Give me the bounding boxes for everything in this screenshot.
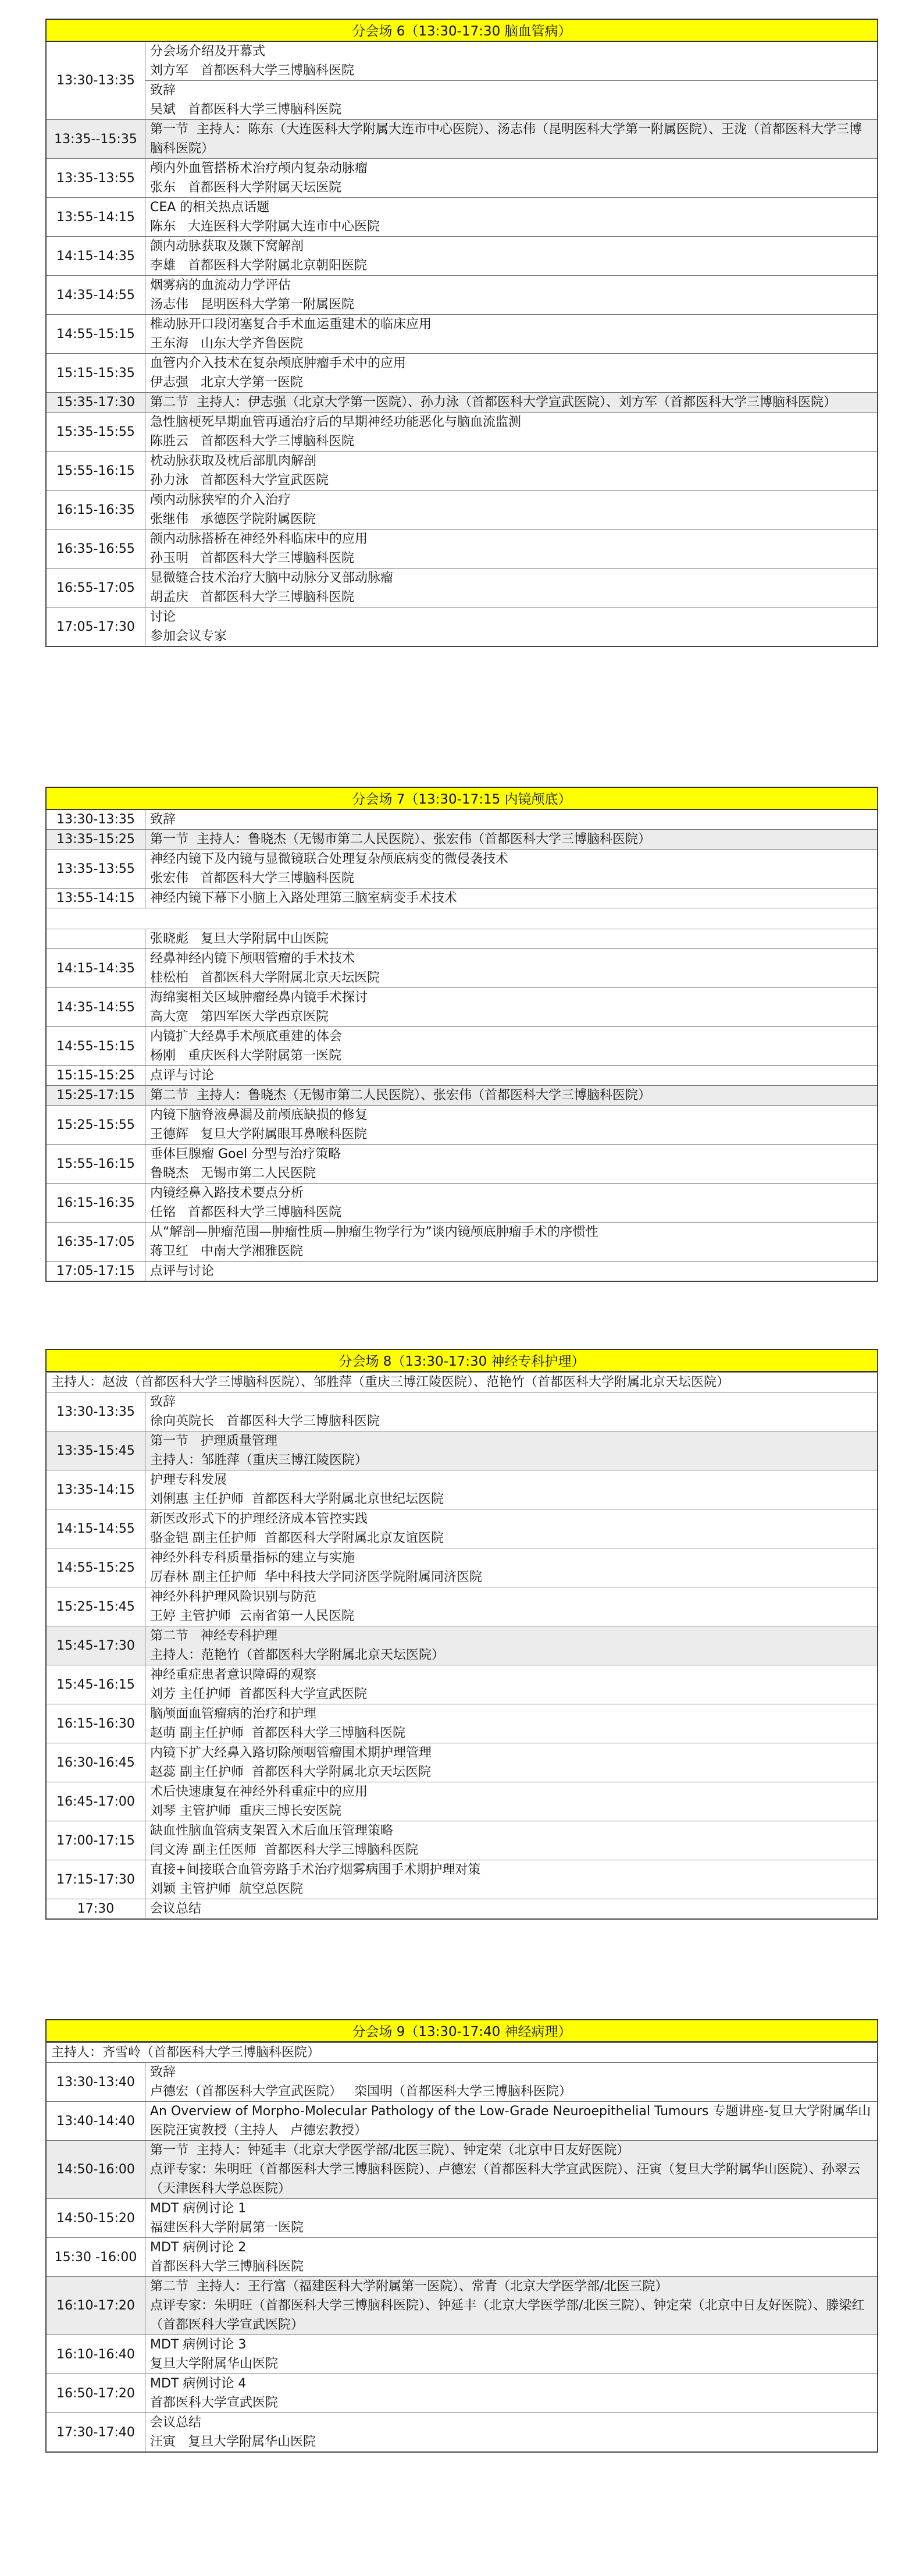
table-row	[47, 1261, 877, 1281]
item-line: An Overview of Morpho-Molecular Pathology of the Low-Grade Neuroepithelial Tumours 专题讲座-复旦大学附属华山医院汪寅教授（主持人 卢德宏教授）	[150, 2104, 871, 2138]
item-line: 颅内动脉狭窄的介入治疗	[150, 493, 291, 507]
time-cell: 16:30-16:45	[47, 1743, 145, 1782]
content-cell	[145, 889, 877, 908]
content-cell	[145, 988, 877, 1026]
table-row	[47, 1026, 877, 1065]
content-cell	[145, 1782, 877, 1821]
table-row	[47, 810, 877, 829]
agenda-table	[45, 42, 878, 647]
table-row	[47, 1743, 877, 1782]
time-cell: 15:25-15:45	[47, 1587, 145, 1626]
table-row	[47, 607, 877, 646]
content-cell	[145, 198, 877, 236]
time-cell: 15:45-16:15	[47, 1665, 145, 1704]
time-cell: 16:45-17:00	[47, 1782, 145, 1821]
content-cell	[145, 2277, 877, 2335]
table-row	[47, 1392, 877, 1431]
item-line: 神经重症患者意识障碍的观察	[150, 1668, 317, 1682]
time-cell: 14:55-15:15	[47, 1027, 145, 1065]
content-cell	[145, 2199, 877, 2237]
item-line: 颌内动脉获取及颞下窝解剖	[150, 239, 304, 254]
item-line: 刘芳 主任护师 首都医科大学宣武医院	[150, 1687, 367, 1701]
time-cell: 14:15-14:35	[47, 949, 145, 987]
time-cell: 13:30-13:35	[47, 810, 145, 829]
item-line: 主持人：范艳竹（首都医科大学附属北京天坛医院）	[150, 1648, 445, 1662]
time-cell: 17:30	[47, 1899, 145, 1918]
content-cell	[145, 159, 877, 197]
item-line: 首都医科大学宣武医院	[150, 2396, 279, 2410]
time-cell: 16:55-17:05	[47, 569, 145, 607]
sub-item	[145, 80, 877, 119]
item-line: 海绵窦相关区域肿瘤经鼻内镜手术探讨	[150, 990, 368, 1005]
item-line: 厉春林 副主任护师 华中科技大学同济医学院附属同济医院	[150, 1570, 482, 1584]
time-cell: 13:55-14:15	[47, 198, 145, 236]
content-cell	[145, 830, 877, 849]
item-line: 致辞	[150, 1395, 176, 1409]
item-line: 垂体巨腺瘤 Goel 分型与治疗策略	[150, 1147, 341, 1161]
item-line: 刘颖 主管护师 航空总医院	[150, 1882, 303, 1896]
time-cell: 13:40-14:40	[47, 2102, 145, 2140]
item-line: 主持人：邹胜萍（重庆三博江陵医院）	[150, 1453, 368, 1468]
content-cell	[145, 2063, 877, 2101]
content-cell	[145, 1743, 877, 1782]
content-cell	[145, 276, 877, 314]
table-row	[47, 1144, 877, 1183]
item-line: 杨刚 重庆医科大学附属第一医院	[150, 1049, 341, 1063]
item-line: 汤志伟 昆明医科大学第一附属医院	[150, 297, 354, 312]
item-line: 第二节 神经专科护理	[150, 1629, 277, 1643]
time-cell: 13:30-13:40	[47, 2063, 145, 2101]
agenda-table	[45, 2062, 878, 2453]
table-row	[47, 1665, 877, 1704]
item-line: 烟雾病的血流动力学评估	[150, 278, 291, 293]
table-row	[47, 829, 877, 849]
content-cell	[145, 1626, 877, 1665]
table-row	[47, 2276, 877, 2335]
item-line: 第二节 主持人：鲁晓杰（无锡市第二人民医院）、张宏伟（首都医科大学三博脑科医院）	[150, 1088, 651, 1103]
table-row	[47, 1548, 877, 1587]
time-cell: 15:30 -16:00	[47, 2238, 145, 2276]
session-8	[45, 1349, 878, 1920]
content-cell	[145, 1106, 877, 1144]
item-line: 经鼻神经内镜下颅咽管瘤的手术技术	[150, 951, 355, 966]
item-line: 分会场介绍及开幕式	[150, 44, 266, 59]
item-line: 吴斌 首都医科大学三博脑科医院	[150, 102, 341, 117]
item-line: 蒋卫红 中南大学湘雅医院	[150, 1244, 303, 1259]
time-cell: 15:25-17:15	[47, 1086, 145, 1105]
session-host: 主持人：赵波（首都医科大学三博脑科医院）、邹胜萍（重庆三博江陵医院）、范艳竹（首都医科大学附属北京天坛医院）	[45, 1372, 878, 1392]
content-cell	[145, 1066, 877, 1085]
time-cell: 14:50-16:00	[47, 2141, 145, 2198]
time-cell: 16:10-16:40	[47, 2335, 145, 2374]
content-cell	[145, 42, 877, 119]
time-cell: 16:15-16:30	[47, 1704, 145, 1743]
time-cell: 13:30-13:35	[47, 42, 145, 119]
item-line: 孙玉明 首都医科大学三博脑科医院	[150, 551, 354, 566]
item-line: CEA 的相关热点话题	[150, 200, 270, 215]
item-line: 直接+间接联合血管旁路手术治疗烟雾病围手术期护理对策	[150, 1863, 481, 1877]
content-cell	[145, 2374, 877, 2412]
item-line: 陈胜云 首都医科大学三博脑科医院	[150, 434, 354, 449]
content-cell	[145, 1184, 877, 1222]
table-row	[47, 1509, 877, 1548]
content-cell	[145, 1392, 877, 1431]
item-line: 内镜扩大经鼻手术颅底重建的体会	[150, 1029, 343, 1044]
table-row	[47, 1085, 877, 1105]
session-6	[45, 19, 878, 647]
agenda-table	[45, 810, 878, 1282]
time-cell: 14:50-15:20	[47, 2199, 145, 2237]
table-row	[47, 1860, 877, 1899]
content-cell	[145, 530, 877, 568]
table-row	[47, 236, 877, 275]
item-line: 张宏伟 首都医科大学三博脑科医院	[150, 871, 354, 886]
item-line: 骆金铠 副主任护师 首都医科大学附属北京友谊医院	[150, 1531, 444, 1545]
table-row	[47, 1065, 877, 1085]
item-line: 张东 首都医科大学附属天坛医院	[150, 180, 341, 195]
table-row	[47, 1626, 877, 1665]
table-row	[47, 353, 877, 392]
table-row	[47, 2335, 877, 2374]
time-cell: 13:35-15:45	[47, 1431, 145, 1470]
content-cell	[145, 1587, 877, 1626]
table-row	[47, 1183, 877, 1222]
item-line: 神经内镜下及内镜与显微镜联合处理复杂颅底病变的微侵袭技术	[150, 852, 509, 866]
session-9	[45, 2019, 878, 2453]
session-host: 主持人：齐雪岭（首都医科大学三博脑科医院）	[45, 2042, 878, 2062]
item-line: 颅内外血管搭桥术治疗颅内复杂动脉瘤	[150, 161, 368, 176]
content-cell	[145, 1860, 877, 1899]
item-line: 刘琴 主管护师 重庆三博长安医院	[150, 1804, 341, 1818]
table-row	[47, 1821, 877, 1860]
item-line: 闫文涛 副主任医师 首都医科大学三博脑科医院	[150, 1843, 418, 1857]
item-line: 孙力泳 首都医科大学宣武医院	[150, 473, 329, 488]
content-cell	[145, 1821, 877, 1860]
item-line: 枕动脉获取及枕后部肌肉解剖	[150, 454, 317, 468]
table-row	[47, 2412, 877, 2451]
item-line: 显微缝合技术治疗大脑中动脉分叉部动脉瘤	[150, 571, 394, 585]
time-cell: 17:05-17:15	[47, 1262, 145, 1281]
time-cell: 17:00-17:15	[47, 1821, 145, 1860]
session-title: 分会场 8（13:30-17:30 神经专科护理）	[45, 1349, 878, 1372]
session-title: 分会场 6（13:30-17:30 脑血管病）	[45, 19, 878, 42]
time-cell: 14:55-15:25	[47, 1548, 145, 1587]
time-cell: 17:30-17:40	[47, 2413, 145, 2451]
content-cell	[145, 2335, 877, 2374]
table-row	[47, 568, 877, 607]
content-cell	[145, 810, 877, 829]
table-row	[47, 2101, 877, 2140]
table-row	[47, 119, 877, 158]
item-line: 缺血性脑血管病支架置入术后血压管理策略	[150, 1824, 394, 1838]
item-line: 王婷 主管护师 云南省第一人民医院	[150, 1609, 354, 1623]
item-line: 陈东 大连医科大学附属大连市中心医院	[150, 219, 380, 234]
item-line: 会议总结	[150, 1902, 202, 1916]
item-line: 点评与讨论	[150, 1068, 215, 1083]
table-row	[47, 490, 877, 529]
table-row	[47, 451, 877, 490]
session-title: 分会场 9（13:30-17:40 神经病理）	[45, 2019, 878, 2042]
item-line: 桂松柏 首都医科大学附属北京天坛医院	[150, 971, 380, 985]
session-title: 分会场 7（13:30-17:15 内镜颅底）	[45, 787, 878, 810]
content-cell	[145, 949, 877, 987]
time-cell: 13:35--15:35	[47, 120, 145, 158]
item-line: 点评专家：朱明旺（首都医科大学三博脑科医院）、卢德宏（首都医科大学宣武医院）、汪寅（复旦大学附属华山医院）、孙翠云（天津医科大学总医院）	[150, 2162, 861, 2196]
item-line: 任铭 首都医科大学三博脑科医院	[150, 1205, 341, 1220]
item-line: 术后快速康复在神经外科重症中的应用	[150, 1785, 368, 1799]
item-line: 脑颅面血管瘤病的治疗和护理	[150, 1707, 317, 1721]
table-gap	[47, 908, 877, 929]
item-line: 高大宽 第四军医大学西京医院	[150, 1010, 329, 1024]
item-line: 赵蕊 副主任护师 首都医科大学附属北京天坛医院	[150, 1765, 431, 1779]
table-row	[47, 1782, 877, 1821]
item-line: 护理专科发展	[150, 1473, 227, 1487]
time-cell: 16:15-16:35	[47, 491, 145, 529]
time-cell: 13:35-13:55	[47, 159, 145, 197]
item-line: MDT 病例讨论 3	[150, 2337, 247, 2352]
time-cell	[47, 929, 145, 948]
table-row	[47, 392, 877, 412]
content-cell	[145, 1665, 877, 1704]
content-cell	[145, 929, 877, 948]
content-cell	[145, 850, 877, 888]
content-cell	[145, 237, 877, 275]
table-row	[47, 412, 877, 451]
content-cell	[145, 491, 877, 529]
item-line: 第一节 主持人：鲁晓杰（无锡市第二人民医院）、张宏伟（首都医科大学三博脑科医院）	[150, 832, 651, 847]
item-line: 参加会议专家	[150, 629, 227, 644]
content-cell	[145, 569, 877, 607]
table-row	[47, 314, 877, 353]
item-line: 椎动脉开口段闭塞复合手术血运重建术的临床应用	[150, 317, 432, 332]
time-cell: 13:35-14:15	[47, 1470, 145, 1509]
content-cell	[145, 2141, 877, 2198]
item-line: 急性脑梗死早期血管再通治疗后的早期神经功能恶化与脑血流监测	[150, 415, 522, 429]
item-line: 神经内镜下幕下小脑上入路处理第三脑室病变手术技术	[150, 891, 458, 905]
time-cell: 14:55-15:15	[47, 315, 145, 353]
item-line: MDT 病例讨论 2	[150, 2240, 247, 2255]
content-cell	[145, 607, 877, 646]
item-line: 胡孟庆 首都医科大学三博脑科医院	[150, 590, 354, 605]
time-cell: 15:35-17:30	[47, 393, 145, 412]
content-cell	[145, 1704, 877, 1743]
content-cell	[145, 120, 877, 158]
table-row	[47, 1899, 877, 1918]
item-line: 王德辉 复旦大学附属眼耳鼻喉科医院	[150, 1127, 367, 1142]
item-line: 第一节 主持人：陈东（大连医科大学附属大连市中心医院）、汤志伟（昆明医科大学第一附属医院）、王泷（首都医科大学三博脑科医院）	[150, 122, 862, 156]
table-row	[47, 2237, 877, 2276]
item-line: 点评专家：朱明旺（首都医科大学三博脑科医院）、钟延丰（北京大学医学部/北医三院）、钟定荣（北京中日友好医院）、滕梁红（首都医科大学宣武医院）	[150, 2298, 865, 2332]
content-cell	[145, 1027, 877, 1065]
time-cell: 15:15-15:35	[47, 354, 145, 392]
item-line: 复旦大学附属华山医院	[150, 2357, 279, 2371]
item-line: 张继伟 承德医学院附属医院	[150, 512, 316, 527]
item-line: 神经外科专科质量指标的建立与实施	[150, 1551, 355, 1565]
time-cell: 15:35-15:55	[47, 413, 145, 451]
time-cell: 13:30-13:35	[47, 1392, 145, 1431]
item-line: 鲁晓杰 无锡市第二人民医院	[150, 1166, 316, 1181]
time-cell: 14:35-14:55	[47, 276, 145, 314]
table-row	[47, 275, 877, 314]
time-cell: 13:55-14:15	[47, 889, 145, 908]
item-line: 第一节 护理质量管理	[150, 1434, 277, 1448]
table-row	[47, 987, 877, 1026]
time-cell: 13:35-15:25	[47, 830, 145, 849]
item-line: 内镜下脑脊液鼻漏及前颅底缺损的修复	[150, 1108, 368, 1122]
content-cell	[145, 1509, 877, 1548]
table-row	[47, 2063, 877, 2101]
session-7	[45, 787, 878, 1282]
item-line: 内镜经鼻入路技术要点分析	[150, 1186, 304, 1200]
item-line: 致辞	[150, 83, 176, 98]
item-line: 颌内动脉搭桥在神经外科临床中的应用	[150, 532, 368, 546]
table-row	[47, 1587, 877, 1626]
item-line: 伊志强 北京大学第一医院	[150, 375, 303, 390]
item-line: 第二节 主持人：王行富（福建医科大学附属第一医院）、常青（北京大学医学部/北医三院）	[150, 2279, 668, 2294]
content-cell	[145, 393, 877, 412]
item-line: 致辞	[150, 2065, 176, 2080]
table-row	[47, 1431, 877, 1470]
table-row	[47, 529, 877, 568]
content-cell	[145, 1431, 877, 1470]
content-cell	[145, 1548, 877, 1587]
time-cell: 15:15-15:25	[47, 1066, 145, 1085]
content-cell	[145, 1086, 877, 1105]
item-line: 点评与讨论	[150, 1264, 215, 1278]
table-row	[47, 849, 877, 888]
table-row	[47, 158, 877, 197]
item-line: MDT 病例讨论 4	[150, 2376, 247, 2391]
content-cell	[145, 1262, 877, 1281]
time-cell: 14:15-14:35	[47, 237, 145, 275]
time-cell: 16:15-16:35	[47, 1184, 145, 1222]
content-cell	[145, 2413, 877, 2451]
time-cell: 16:10-17:20	[47, 2277, 145, 2335]
item-line: 致辞	[150, 812, 176, 827]
item-line: 卢德宏（首都医科大学宣武医院） 栾国明（首都医科大学三博脑科医院）	[150, 2084, 572, 2099]
table-row	[47, 948, 877, 987]
table-row	[47, 1222, 877, 1261]
time-cell: 17:15-17:30	[47, 1860, 145, 1899]
item-line: 第一节 主持人：钟延丰（北京大学医学部/北医三院）、钟定荣（北京中日友好医院）	[150, 2143, 630, 2158]
item-line: 第二节 主持人：伊志强（北京大学第一医院）、孙力泳（首都医科大学宣武医院）、刘方军（首都医科大学三博脑科医院）	[150, 395, 836, 410]
item-line: 汪寅 复旦大学附属华山医院	[150, 2435, 316, 2449]
table-row	[47, 42, 877, 119]
time-cell: 16:35-17:05	[47, 1223, 145, 1261]
item-line: 张晓彪 复旦大学附属中山医院	[150, 932, 329, 946]
content-cell	[145, 413, 877, 451]
table-row	[47, 197, 877, 236]
content-cell	[145, 452, 877, 490]
table-row	[47, 2198, 877, 2237]
item-line: 神经外科护理风险识别与防范	[150, 1590, 317, 1604]
content-cell	[145, 2102, 877, 2140]
agenda-table	[45, 1392, 878, 1920]
item-line: 从“解剖—肿瘤范围—肿瘤性质—肿瘤生物学行为”谈内镜颅底肿瘤手术的序惯性	[150, 1225, 598, 1239]
table-row	[47, 888, 877, 908]
content-cell	[145, 1470, 877, 1509]
table-row	[47, 2374, 877, 2412]
table-row	[47, 1105, 877, 1144]
content-cell	[145, 1145, 877, 1183]
content-cell	[145, 315, 877, 353]
content-cell	[145, 2238, 877, 2276]
content-cell	[145, 354, 877, 392]
time-cell: 15:55-16:15	[47, 1145, 145, 1183]
item-line: 刘俐惠 主任护师 首都医科大学附属北京世纪坛医院	[150, 1492, 444, 1506]
time-cell: 13:35-13:55	[47, 850, 145, 888]
item-line: MDT 病例讨论 1	[150, 2201, 247, 2216]
item-line: 讨论	[150, 610, 176, 624]
item-line: 福建医科大学附属第一医院	[150, 2220, 304, 2235]
table-row	[47, 929, 877, 948]
item-line: 首都医科大学三博脑科医院	[150, 2259, 304, 2274]
time-cell: 15:55-16:15	[47, 452, 145, 490]
content-cell	[145, 1223, 877, 1261]
item-line: 刘方军 首都医科大学三博脑科医院	[150, 63, 354, 78]
time-cell: 16:35-16:55	[47, 530, 145, 568]
item-line: 新医改形式下的护理经济成本管控实践	[150, 1512, 368, 1526]
time-cell: 17:05-17:30	[47, 607, 145, 646]
table-row	[47, 1470, 877, 1509]
item-line: 李雄 首都医科大学附属北京朝阳医院	[150, 258, 367, 273]
table-row	[47, 1704, 877, 1743]
item-line: 会议总结	[150, 2415, 202, 2430]
item-line: 王东海 山东大学齐鲁医院	[150, 336, 303, 351]
item-line: 赵萌 副主任护师 首都医科大学三博脑科医院	[150, 1726, 405, 1740]
item-line: 血管内介入技术在复杂颅底肿瘤手术中的应用	[150, 356, 407, 371]
time-cell: 14:15-14:55	[47, 1509, 145, 1548]
item-line: 徐向英院长 首都医科大学三博脑科医院	[150, 1414, 380, 1429]
time-cell: 16:50-17:20	[47, 2374, 145, 2412]
sub-item	[145, 42, 877, 80]
time-cell: 15:25-15:55	[47, 1106, 145, 1144]
table-row	[47, 2140, 877, 2198]
content-cell	[145, 1899, 877, 1918]
item-line: 内镜下扩大经鼻入路切除颅咽管瘤围术期护理管理	[150, 1746, 432, 1760]
time-cell: 14:35-14:55	[47, 988, 145, 1026]
time-cell: 15:45-17:30	[47, 1626, 145, 1665]
